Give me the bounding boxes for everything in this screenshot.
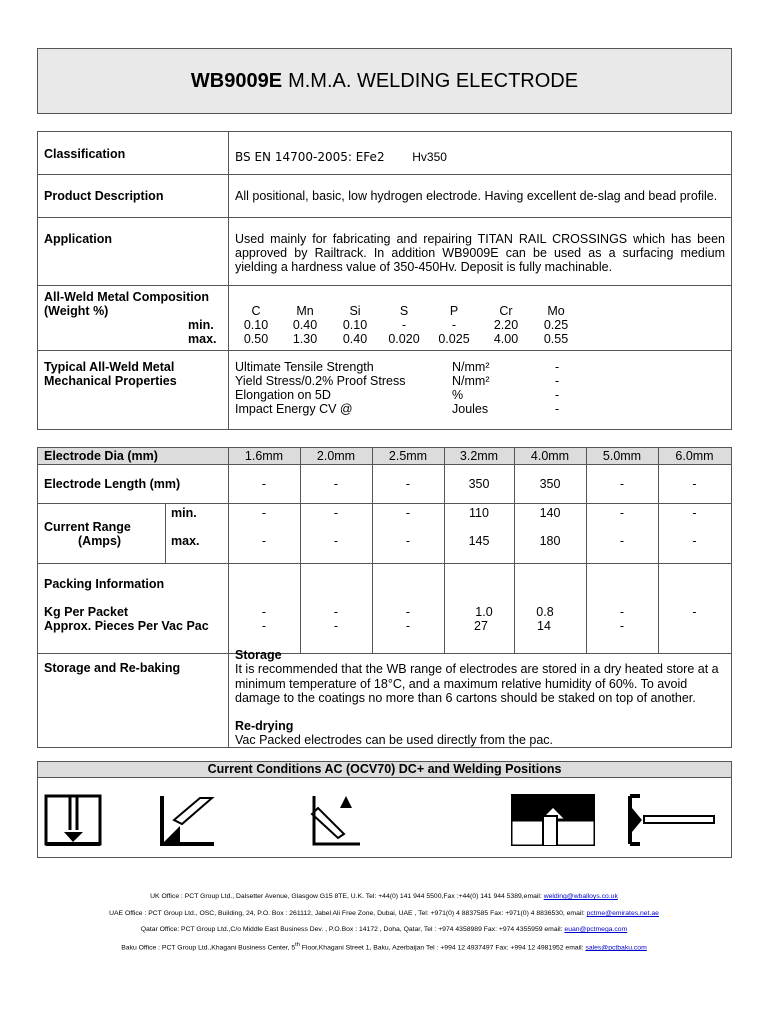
current-max-cell: 180 — [539, 534, 561, 548]
electrode-size-cell: 3.2mm — [459, 449, 499, 463]
mechanical-property: Ultimate Tensile Strength — [235, 360, 374, 374]
composition-min-cell: 0.25 — [543, 318, 569, 332]
mechanical-value: - — [555, 360, 560, 374]
electrode-size-cell: 1.6mm — [244, 449, 284, 463]
electrode-size-cell: 2.0mm — [316, 449, 356, 463]
mechanical-property: Yield Stress/0.2% Proof Stress — [235, 374, 406, 388]
composition-min-cell: - — [451, 318, 457, 332]
mechanical-unit: N/mm² — [452, 374, 490, 388]
current-min-cell: - — [333, 506, 339, 520]
current-min-cell: 110 — [469, 506, 489, 520]
application-text: Used mainly for fabricating and repairing TITAN RAIL CROSSINGS which has been approved by Railtrack. In addition WB9009E can be used as a surfacing medium yielding a hardness value of 350-450Hv. Deposit is fully machinable. — [235, 232, 725, 274]
kg-per-packet-cell: - — [333, 605, 339, 619]
composition-min-cell: 0.10 — [243, 318, 269, 332]
storage-text: It is recommended that the WB range of electrodes are stored in a dry heated store at a minimum temperature of 18°C, and a maximum relative humidity of 60%. To avoid damage to the coatings no more than 6 cartons should be staked on top of another. — [235, 662, 719, 705]
composition-symbol-cell: Mn — [296, 304, 314, 318]
composition-max-cell: 0.020 — [388, 332, 420, 346]
current-min-cell: - — [692, 506, 697, 520]
electrode-length-cell: - — [619, 477, 625, 491]
composition-max-cell: 0.025 — [438, 332, 470, 346]
uae-email-link[interactable]: pctme@emirates.net.ae — [586, 910, 659, 917]
composition-min-cell: 0.10 — [342, 318, 368, 332]
mechanical-label: Typical All-Weld Metal Mechanical Properties — [44, 360, 177, 388]
electrode-length-label: Electrode Length (mm) — [44, 477, 181, 491]
uk-email-link[interactable]: welding@wballoys.co.uk — [543, 893, 618, 900]
classification-label: Classification — [44, 147, 126, 161]
storage-label: Storage and Re-baking — [44, 661, 181, 675]
current-max-cell: - — [333, 534, 339, 548]
electrode-length-cell: - — [405, 477, 411, 491]
current-max-cell: - — [261, 534, 267, 548]
current-range-label: Current Range (Amps) — [44, 520, 131, 548]
mechanical-value: - — [555, 374, 560, 388]
composition-min-cell: 0.40 — [292, 318, 318, 332]
current-max-cell: 145 — [468, 534, 490, 548]
kg-per-packet-cell: - — [405, 605, 411, 619]
product-title: M.M.A. WELDING ELECTRODE — [288, 69, 579, 92]
mechanical-unit: N/mm² — [452, 360, 490, 374]
redrying-text: Vac Packed electrodes can be used directly from the pac. — [235, 733, 553, 748]
current-conditions-panel — [37, 761, 732, 858]
kg-per-packet-cell: - — [692, 605, 697, 619]
current-max-cell: - — [405, 534, 411, 548]
application-label: Application — [44, 232, 113, 246]
composition-max-cell: 4.00 — [493, 332, 519, 346]
composition-max-cell: 1.30 — [292, 332, 318, 346]
composition-min-cell: - — [401, 318, 407, 332]
redrying-title: Re-drying — [235, 719, 294, 734]
pieces-per-vacpac-cell: 27 — [474, 619, 488, 633]
mechanical-value: - — [555, 402, 560, 416]
mechanical-unit: Joules — [452, 402, 489, 416]
mechanical-unit: % — [452, 388, 464, 402]
kg-per-packet-label: Kg Per Packet — [44, 605, 129, 619]
composition-max-label: max. — [188, 332, 217, 346]
qatar-email-link[interactable]: euan@pctmega.com — [564, 926, 628, 933]
product-description-label: Product Description — [44, 189, 164, 203]
footer-uae: UAE Office : PCT Group Ltd., OSC, Building, 24, P.O. Box : 261112, Jabel Ali Free Zone, Dubai, UAE , Tel: +971(0) 4 8837585 Fax: +971(0) 4 8836530, email: pctme@emirates.net.ae — [109, 910, 659, 917]
storage-block — [235, 648, 725, 748]
fillet-weld-vertical-icon — [308, 794, 362, 846]
composition-symbol-cell: Cr — [499, 304, 513, 318]
electrode-size-cell: 5.0mm — [602, 449, 642, 463]
specification-table — [37, 131, 732, 430]
footer-uk: UK Office : PCT Group Ltd., Dalsetter Avenue, Glasgow G15 8TE, U.K. Tel: +44(0) 141 944 5500,Fax :+44(0) 141 944 5389,email: welding@wballoys.co.uk — [150, 893, 618, 900]
kg-per-packet-cell: - — [261, 605, 267, 619]
kg-per-packet-cell: 1.0 — [475, 605, 493, 619]
footer-baku: Baku Office : PCT Group Ltd.,Khagani Business Center, 5th Floor,Khagani Street 1, Baku, Azerbaijan Tel : +994 12 4937497 Fax: +994 12 4981952 email: sales@pctbaku.com — [121, 942, 647, 952]
current-conditions-title: Current Conditions AC (OCV70) DC+ and Welding Positions — [38, 762, 731, 778]
footer-qatar: Qatar Office: PCT Group Ltd.,C/o Middle East Business Dev. , P.O.Box : 14172 , Doha, Qatar, Tel : +974 4358989 Fax: +974 4355959 email: euan@pctmega.com — [140, 926, 628, 933]
classification-value — [235, 150, 725, 164]
current-min-cell: - — [261, 506, 267, 520]
composition-symbol-cell: P — [449, 304, 459, 318]
current-max-label: max. — [171, 534, 200, 548]
current-min-label: min. — [171, 506, 197, 520]
mechanical-value: - — [555, 388, 560, 402]
composition-symbol-cell: S — [399, 304, 409, 318]
pieces-per-vacpac-cell: - — [333, 619, 339, 633]
current-min-cell: - — [619, 506, 625, 520]
composition-max-cell: 0.40 — [342, 332, 368, 346]
current-min-cell: 140 — [539, 506, 561, 520]
electrode-length-cell: - — [261, 477, 267, 491]
current-min-cell: - — [405, 506, 411, 520]
document-title — [37, 48, 732, 114]
current-max-cell: - — [692, 534, 697, 548]
electrode-size-cell: 4.0mm — [530, 449, 570, 463]
electrode-length-cell: 350 — [539, 477, 561, 491]
kg-per-packet-cell: - — [619, 605, 625, 619]
pieces-per-vacpac-cell: - — [261, 619, 267, 633]
overhead-weld-icon — [511, 794, 595, 846]
storage-title: Storage — [235, 648, 282, 662]
electrode-length-cell: - — [333, 477, 339, 491]
composition-max-cell: 0.50 — [243, 332, 269, 346]
pieces-per-vacpac-label: Approx. Pieces Per Vac Pac — [44, 619, 209, 633]
composition-symbol-cell: Si — [349, 304, 361, 318]
fillet-weld-flat-icon — [160, 794, 216, 846]
pieces-per-vacpac-cell: - — [405, 619, 411, 633]
electrode-length-cell: - — [692, 477, 697, 491]
electrode-length-cell: 350 — [468, 477, 490, 491]
product-description-text: All positional, basic, low hydrogen electrode. Having excellent de-slag and bead profile. — [235, 189, 718, 203]
product-code: WB9009E — [190, 69, 283, 92]
pieces-per-vacpac-cell: - — [619, 619, 625, 633]
electrode-size-cell: 2.5mm — [388, 449, 428, 463]
composition-min-label: min. — [188, 318, 214, 332]
electrode-table — [37, 447, 732, 748]
mechanical-property: Impact Energy CV @ — [235, 402, 353, 416]
electrode-size-cell: 6.0mm — [675, 449, 714, 463]
butt-weld-flat-icon — [44, 794, 102, 846]
composition-symbol-cell: C — [251, 304, 261, 318]
classification-standard: BS EN 14700-2005: EFe2 — [235, 150, 385, 164]
composition-label: All-Weld Metal Composition (Weight %) — [44, 290, 210, 318]
classification-hardness: Hv350 — [412, 150, 447, 164]
composition-symbol-cell: Mo — [547, 304, 565, 318]
electrode-dia-label: Electrode Dia (mm) — [44, 449, 158, 463]
kg-per-packet-cell: 0.8 — [536, 605, 554, 619]
packing-label: Packing Information — [44, 577, 165, 591]
horizontal-weld-icon — [628, 794, 716, 846]
baku-email-link[interactable]: sales@pctbaku.com — [585, 944, 647, 952]
composition-min-cell: 2.20 — [493, 318, 519, 332]
current-max-cell: - — [619, 534, 625, 548]
composition-max-cell: 0.55 — [543, 332, 569, 346]
pieces-per-vacpac-cell: 14 — [537, 619, 551, 633]
mechanical-property: Elongation on 5D — [235, 388, 331, 402]
